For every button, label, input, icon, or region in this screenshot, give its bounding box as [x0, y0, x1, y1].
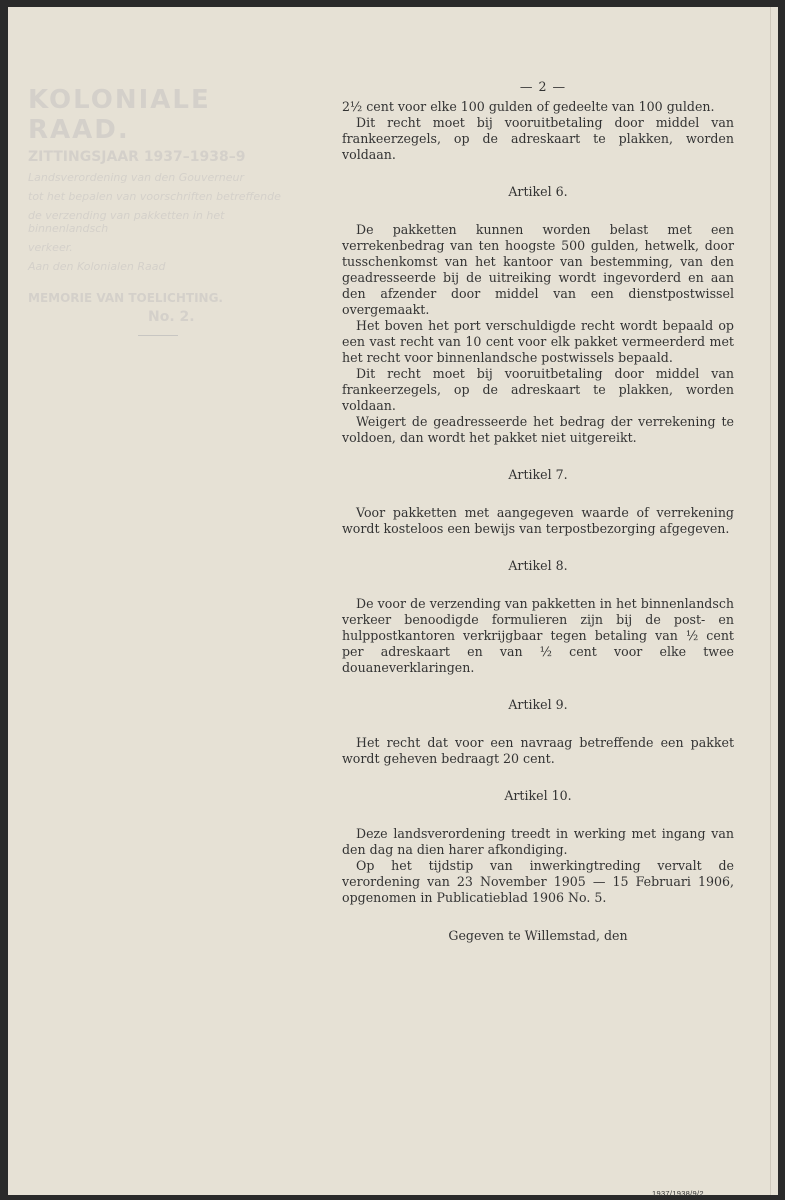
article-8-heading: Artikel 8. — [508, 558, 568, 573]
bleed-line: Landsverordening van den Gouverneur — [28, 171, 245, 184]
page-number: — 2 — — [519, 79, 567, 94]
bleed-rule — [138, 335, 178, 336]
bleed-subtitle: ZITTINGSJAAR 1937–1938–9 — [28, 149, 246, 165]
article-8-body — [342, 596, 734, 676]
bleed-line: tot het bepalen van voorschriften betreffende — [28, 190, 281, 203]
article-paragraph: Weigert de geadresseerde het bedrag der verrekening te voldoen, dan wordt het pakket niet uitgereikt. — [342, 414, 734, 445]
document-page — [8, 7, 778, 1198]
article-paragraph: De voor de verzending van pakketten in het binnenlandsch verkeer benoodigde formulieren zijn bij de post- en hulppostkantoren verkrijgbaar tegen betaling van ½ cent per adreskaart en van ½ cent voor elke twee douaneverklaringen. — [342, 596, 734, 675]
bleed-through-text — [28, 85, 298, 325]
closing-line: Gegeven te Willemstad, den — [448, 928, 628, 943]
footer-code: 1937/1938/9/2 — [652, 1189, 704, 1198]
bleed-line: Aan den Kolonialen Raad — [28, 260, 166, 273]
article-paragraph: Het recht dat voor een navraag betreffende een pakket wordt geheven bedraagt 20 cent. — [342, 735, 734, 766]
bleed-line: verkeer. — [28, 241, 73, 254]
bleed-line: de verzending van pakketten in het binnenlandsch — [28, 209, 225, 235]
page-fold-edge — [770, 7, 777, 1195]
article-7-heading: Artikel 7. — [508, 467, 568, 482]
article-6-body — [342, 222, 734, 446]
article-paragraph: De pakketten kunnen worden belast met een verrekenbedrag van ten hoogste 500 gulden, hetwelk, door tusschenkomst van het kantoor van bestemming, van den geadresseerde bij de uitreiking wordt ingevorderd en aan den afzender door middel van een dienstpostwissel overgemaakt. — [342, 222, 734, 317]
article-paragraph: Deze landsverordening treedt in werking met ingang van den dag na dien harer afkondiging. — [342, 826, 734, 857]
article-7-body — [342, 505, 734, 537]
article-9-heading: Artikel 9. — [508, 697, 568, 712]
article-6-heading: Artikel 6. — [508, 184, 568, 199]
opening-paragraph — [342, 99, 734, 163]
bleed-section: MEMORIE VAN TOELICHTING. — [28, 291, 223, 305]
article-paragraph: Op het tijdstip van inwerkingtreding vervalt de verordening van 23 November 1905 — 15 Februari 1906, opgenomen in Publicatieblad 1906 No. 5. — [342, 858, 734, 905]
bleed-title: KOLONIALE RAAD. — [28, 85, 211, 145]
paragraph-line: Dit recht moet bij vooruitbetaling door middel van frankeerzegels, op de adreskaart te plakken, worden voldaan. — [342, 115, 734, 162]
article-9-body — [342, 735, 734, 767]
bleed-sub: No. 2. — [148, 309, 195, 325]
article-paragraph: Het boven het port verschuldigde recht wordt bepaald op een vast recht van 10 cent voor elk pakket vermeerderd met het recht voor binnenlandsche postwissels bepaald. — [342, 318, 734, 365]
article-10-body — [342, 826, 734, 906]
paragraph-line: 2½ cent voor elke 100 gulden of gedeelte van 100 gulden. — [342, 99, 715, 114]
article-paragraph: Dit recht moet bij vooruitbetaling door middel van frankeerzegels, op de adreskaart te plakken, worden voldaan. — [342, 366, 734, 413]
article-paragraph: Voor pakketten met aangegeven waarde of verrekening wordt kosteloos een bewijs van terpostbezorging afgegeven. — [342, 505, 734, 536]
document-body — [342, 79, 734, 944]
article-10-heading: Artikel 10. — [504, 788, 572, 803]
